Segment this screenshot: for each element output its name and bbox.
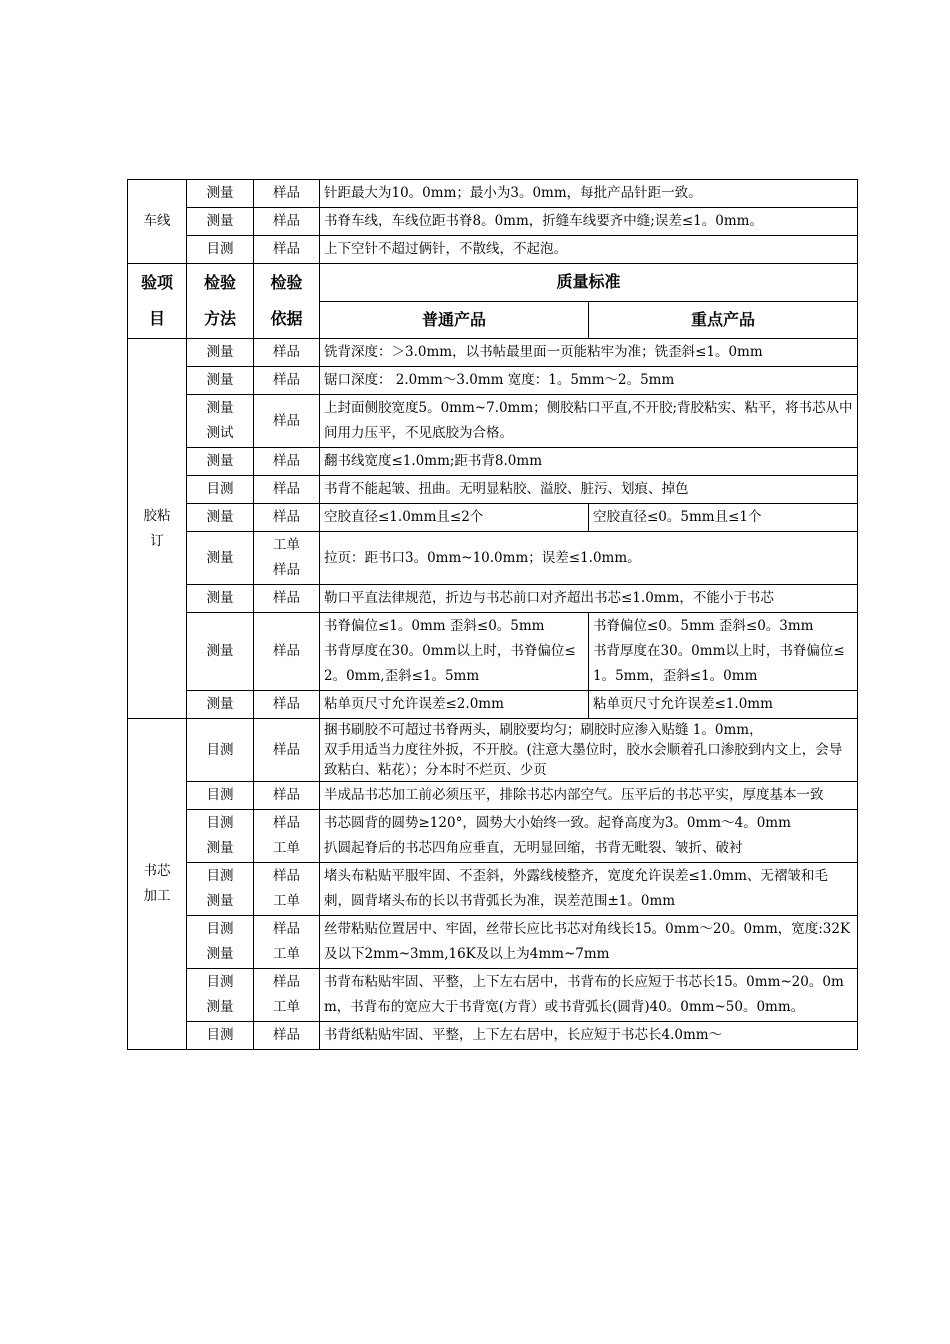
method-cell: 目测 (187, 782, 254, 810)
method-cell: 测量 (187, 585, 254, 613)
standard-cell: 书背不能起皱、扭曲。无明显粘胶、溢胶、脏污、划痕、掉色 (320, 476, 858, 504)
table-row (128, 339, 858, 367)
table-row (128, 810, 858, 863)
method-cell: 目测 测量 (187, 969, 254, 1022)
basis-cell: 样品 (254, 585, 320, 613)
table-row (128, 863, 858, 916)
method-cell: 测量 (187, 339, 254, 367)
normal-standard-cell: 空胶直径≤1.0mm且≤2个 (320, 504, 589, 532)
basis-cell: 样品 工单 (254, 916, 320, 969)
header-item: 验项 目 (128, 264, 187, 339)
standard-cell: 铣背深度：＞3.0mm，以书帖最里面一页能粘牢为准；铣歪斜≤1。0mm (320, 339, 858, 367)
quality-standard-table (127, 179, 858, 1050)
basis-cell: 样品 (254, 236, 320, 264)
standard-cell: 针距最大为10。0mm；最小为3。0mm，每批产品针距一致。 (320, 180, 858, 208)
standard-cell: 锯口深度： 2.0mm～3.0mm 宽度：1。5mm～2。5mm (320, 367, 858, 395)
table-row (128, 613, 858, 691)
header-basis: 检验 依据 (254, 264, 320, 339)
normal-standard-cell: 粘单页尺寸允许误差≤2.0mm (320, 691, 589, 719)
standard-cell: 堵头布粘贴平服牢固、不歪斜，外露线棱整齐，宽度允许误差≤1.0mm、无褶皱和毛刺，圆背堵头布的长以书背弧长为准，误差范围±1。0mm (320, 863, 858, 916)
table-row (128, 208, 858, 236)
table-row (128, 719, 858, 782)
method-cell: 测量 测试 (187, 395, 254, 448)
method-cell: 目测 测量 (187, 810, 254, 863)
basis-cell: 样品 工单 (254, 969, 320, 1022)
key-standard-cell: 空胶直径≤0。5mm且≤1个 (589, 504, 858, 532)
group-label-car-line: 车线 (128, 180, 187, 264)
method-cell: 测量 (187, 691, 254, 719)
key-standard-cell: 粘单页尺寸允许误差≤1.0mm (589, 691, 858, 719)
table-row (128, 691, 858, 719)
basis-cell: 样品 (254, 367, 320, 395)
table-row (128, 448, 858, 476)
table-row (128, 504, 858, 532)
table-row (128, 476, 858, 504)
method-cell: 目测 (187, 1022, 254, 1050)
table-row (128, 532, 858, 585)
header-normal-product: 普通产品 (320, 301, 589, 339)
table-row (128, 180, 858, 208)
standard-cell: 书脊车线，车线位距书脊8。0mm，折缝车线要齐中缝;误差≤1。0mm。 (320, 208, 858, 236)
standard-cell: 书芯圆背的圆势≥120°，圆势大小始终一致。起脊高度为3。0mm～4。0mm 扒圆起脊后的书芯四角应垂直，无明显回缩，书背无毗裂、皱折、破衬 (320, 810, 858, 863)
basis-cell: 工单 样品 (254, 532, 320, 585)
method-cell: 测量 (187, 448, 254, 476)
basis-cell: 样品 (254, 691, 320, 719)
method-cell: 目测 (187, 476, 254, 504)
method-cell: 目测 测量 (187, 916, 254, 969)
key-standard-cell: 书脊偏位≤0。5mm 歪斜≤0。3mm 书背厚度在30。0mm以上时，书脊偏位≤1。5mm，歪斜≤1。0mm (589, 613, 858, 691)
header-quality: 质量标准 (320, 264, 858, 302)
method-cell: 测量 (187, 208, 254, 236)
header-key-product: 重点产品 (589, 301, 858, 339)
group-label-glue-binding: 胶粘 订 (128, 339, 187, 719)
group-label-core-processing: 书芯 加工 (128, 719, 187, 1050)
basis-cell: 样品 工单 (254, 810, 320, 863)
basis-cell: 样品 (254, 339, 320, 367)
method-cell: 测量 (187, 613, 254, 691)
standard-cell: 拉页：距书口3。0mm~10.0mm；误差≤1.0mm。 (320, 532, 858, 585)
table-row (128, 367, 858, 395)
basis-cell: 样品 (254, 395, 320, 448)
table-row (128, 782, 858, 810)
standard-cell: 半成品书芯加工前必须压平，排除书芯内部空气。压平后的书芯平实，厚度基本一致 (320, 782, 858, 810)
standard-cell: 书背纸粘贴牢固、平整，上下左右居中，长应短于书芯长4.0mm～ (320, 1022, 858, 1050)
basis-cell: 样品 工单 (254, 863, 320, 916)
table-row (128, 916, 858, 969)
table-row (128, 1022, 858, 1050)
basis-cell: 样品 (254, 613, 320, 691)
basis-cell: 样品 (254, 1022, 320, 1050)
standard-cell: 勒口平直法律规范，折边与书芯前口对齐超出书芯≤1.0mm，不能小于书芯 (320, 585, 858, 613)
normal-standard-cell: 书脊偏位≤1。0mm 歪斜≤0。5mm 书背厚度在30。0mm以上时，书脊偏位≤2。0mm,歪斜≤1。5mm (320, 613, 589, 691)
basis-cell: 样品 (254, 782, 320, 810)
standard-cell: 翻书线宽度≤1.0mm;距书背8.0mm (320, 448, 858, 476)
header-row (128, 264, 858, 302)
table-row (128, 969, 858, 1022)
standard-cell: 捆书刷胶不可超过书脊两头，刷胶要均匀；刷胶时应渗入贴缝 1。0mm， 双手用适当力度往外扳，不开胶。(注意大墨位时，胶水会顺着孔口渗胶到内文上，会导致粘白、粘花）；分本时不烂页、少页 (320, 719, 858, 782)
basis-cell: 样品 (254, 448, 320, 476)
standard-cell: 上封面侧胶宽度5。0mm~7.0mm；侧胶粘口平直,不开胶;背胶粘实、粘平，将书芯从中间用力压平，不见底胶为合格。 (320, 395, 858, 448)
method-cell: 测量 (187, 180, 254, 208)
table-row (128, 236, 858, 264)
method-cell: 测量 (187, 367, 254, 395)
table-row (128, 585, 858, 613)
standard-cell: 上下空针不超过俩针，不散线，不起泡。 (320, 236, 858, 264)
table-row (128, 395, 858, 448)
method-cell: 测量 (187, 504, 254, 532)
standard-cell: 书背布粘贴牢固、平整，上下左右居中，书背布的长应短于书芯长15。0mm~20。0mm，书背布的宽应大于书背宽(方背）或书背弧长(圆背)40。0mm~50。0mm。 (320, 969, 858, 1022)
basis-cell: 样品 (254, 719, 320, 782)
basis-cell: 样品 (254, 476, 320, 504)
method-cell: 测量 (187, 532, 254, 585)
method-cell: 目测 (187, 236, 254, 264)
header-method: 检验 方法 (187, 264, 254, 339)
basis-cell: 样品 (254, 504, 320, 532)
method-cell: 目测 (187, 719, 254, 782)
basis-cell: 样品 (254, 208, 320, 236)
method-cell: 目测 测量 (187, 863, 254, 916)
basis-cell: 样品 (254, 180, 320, 208)
standard-cell: 丝带粘贴位置居中、牢固，丝带长应比书芯对角线长15。0mm～20。0mm，宽度:32K及以下2mm~3mm,16K及以上为4mm~7mm (320, 916, 858, 969)
